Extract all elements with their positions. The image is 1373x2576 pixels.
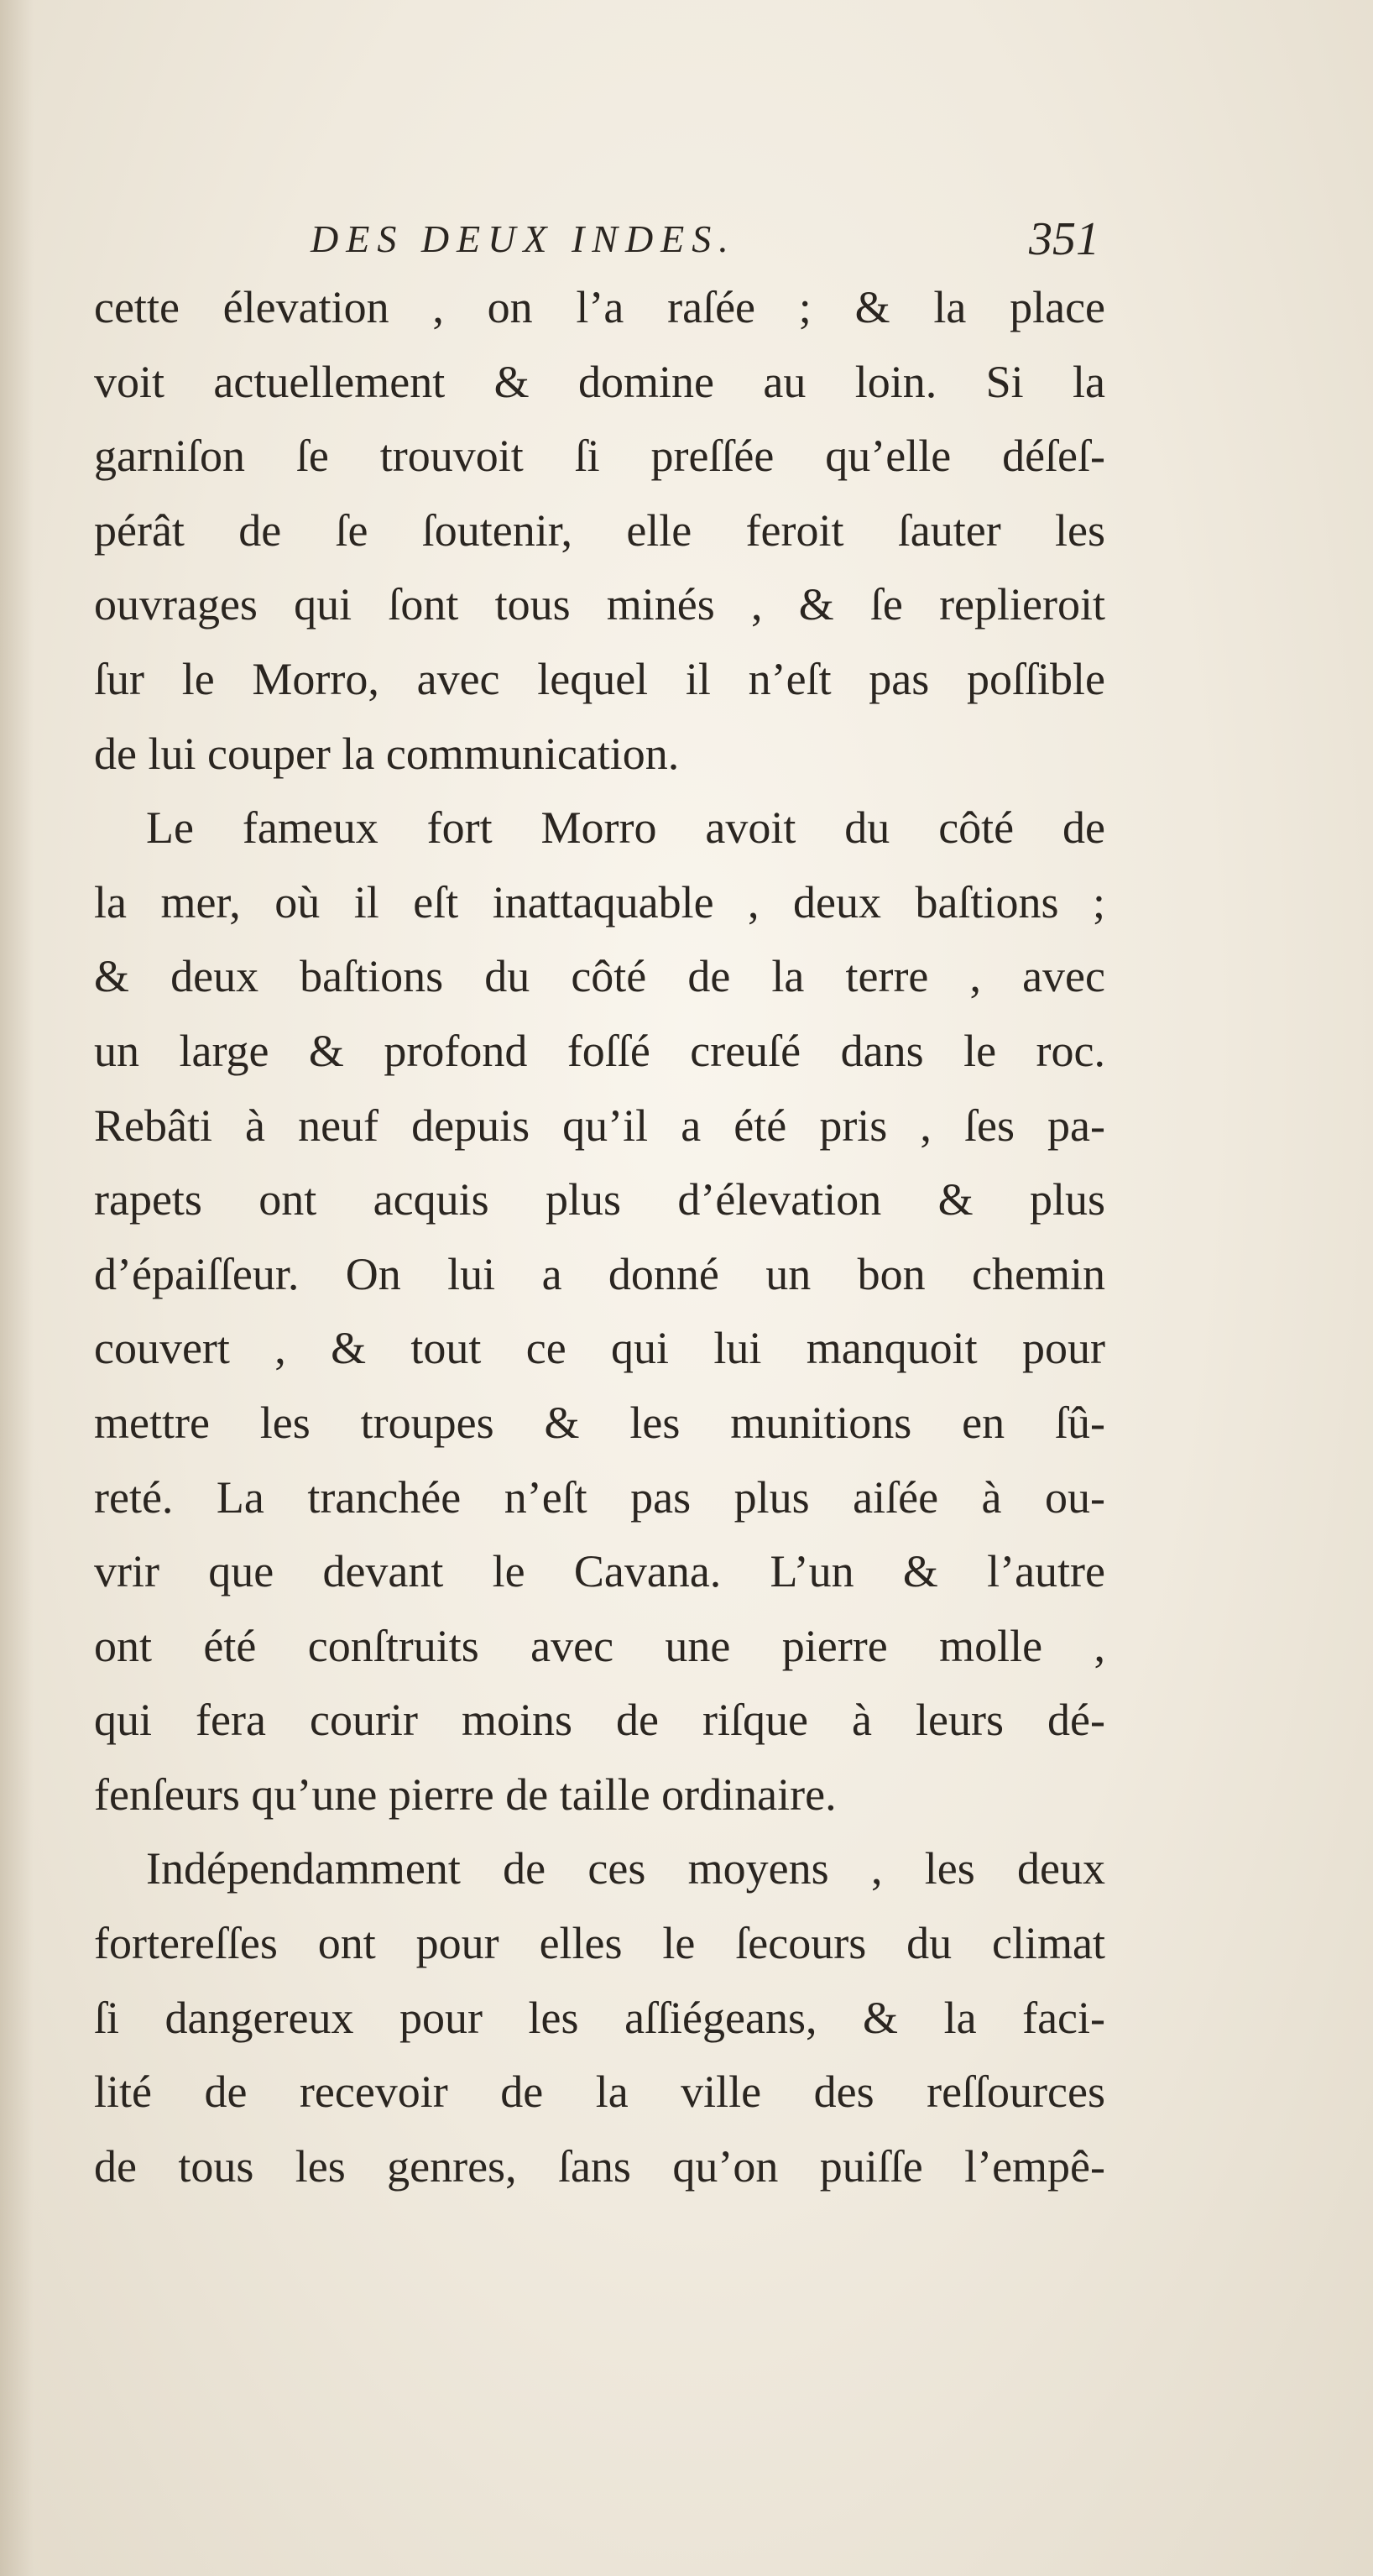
text-line: lité de recevoir de la ville des reſſources bbox=[94, 2067, 1105, 2118]
text-line: couvert , & tout ce qui lui manquoit pour bbox=[94, 1323, 1105, 1374]
text-line: ont été conſtruits avec une pierre molle , bbox=[94, 1620, 1105, 1671]
running-title: DES DEUX INDES. bbox=[311, 217, 736, 260]
text-line: de lui couper la communication. bbox=[94, 728, 680, 779]
text-line: ſi dangereux pour les aſſiégeans, & la faci- bbox=[94, 1992, 1105, 2043]
text-line: fenſeurs qu’une pierre de taille ordinaire. bbox=[94, 1769, 837, 1820]
text-line: mettre les troupes & les munitions en ſû- bbox=[94, 1397, 1105, 1448]
text-line: & deux baſtions du côté de la terre , avec bbox=[94, 951, 1105, 1002]
text-line: reté. La tranchée n’eſt pas plus aiſée à ou- bbox=[94, 1471, 1105, 1523]
text-line: d’épaiſſeur. On lui a donné un bon chemin bbox=[94, 1248, 1105, 1299]
gutter-shadow bbox=[0, 0, 34, 2576]
text-line: de tous les genres, ſans qu’on puiſſe l’empê- bbox=[94, 2140, 1105, 2192]
body-text bbox=[94, 270, 1105, 2203]
text-line: qui fera courir moins de riſque à leurs dé- bbox=[94, 1695, 1105, 1746]
page-number: 351 bbox=[1029, 213, 1099, 265]
text-line: Rebâti à neuf depuis qu’il a été pris , ſes pa- bbox=[94, 1100, 1105, 1151]
text-line: ouvrages qui ſont tous minés , & ſe replieroit bbox=[94, 579, 1105, 630]
running-head bbox=[311, 206, 1099, 273]
text-line: cette élevation , on l’a raſée ; & la place bbox=[94, 282, 1105, 332]
text-line: pérât de ſe ſoutenir, elle feroit ſauter les bbox=[94, 504, 1105, 556]
text-line: la mer, où il eſt inattaquable , deux baſtions ; bbox=[94, 876, 1105, 927]
text-line: voit actuellement & domine au loin. Si la bbox=[94, 356, 1105, 407]
paragraph-start-line: Le fameux fort Morro avoit du côté de bbox=[146, 802, 1105, 854]
text-line: un large & profond foſſé creuſé dans le roc. bbox=[94, 1025, 1105, 1076]
text-line: garniſon ſe trouvoit ſi preſſée qu’elle déſeſ- bbox=[94, 431, 1105, 482]
text-line: fortereſſes ont pour elles le ſecours du climat bbox=[94, 1918, 1105, 1969]
paragraph-start-line: Indépendamment de ces moyens , les deux bbox=[146, 1843, 1105, 1894]
text-line: ſur le Morro, avec lequel il n’eſt pas poſſible bbox=[94, 653, 1105, 704]
text-line: rapets ont acquis plus d’élevation & plus bbox=[94, 1174, 1105, 1225]
text-line: vrir que devant le Cavana. L’un & l’autre bbox=[94, 1546, 1105, 1597]
